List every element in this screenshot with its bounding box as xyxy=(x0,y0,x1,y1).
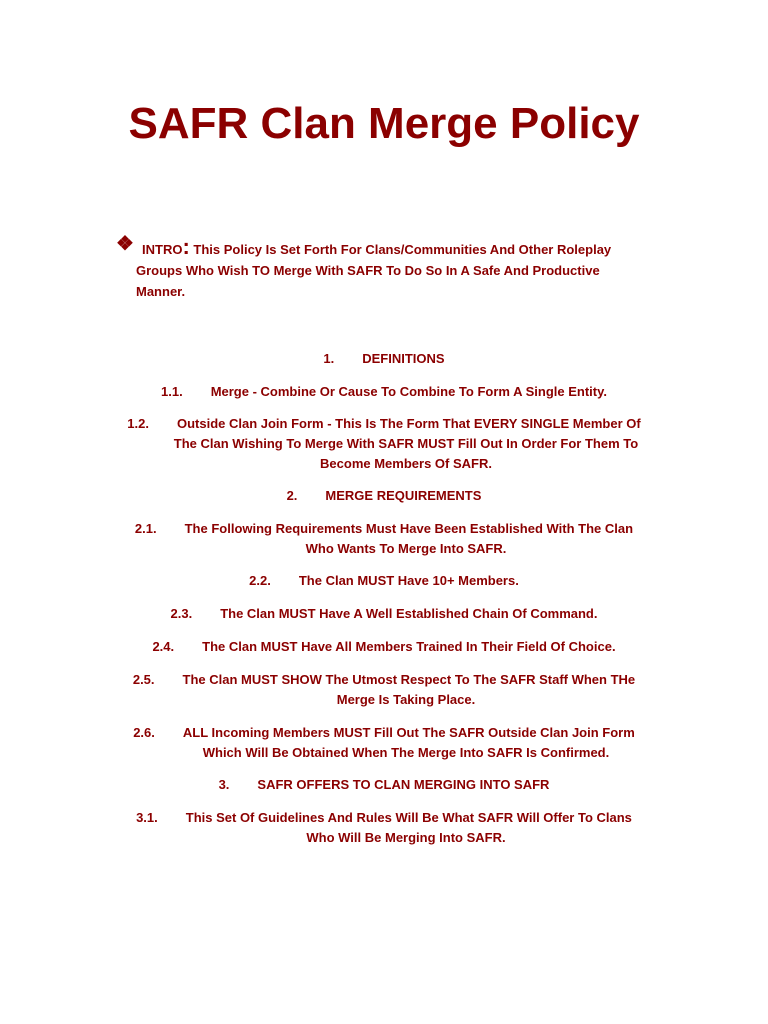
item-number: 2.1. xyxy=(134,521,157,536)
item-number: 1. xyxy=(323,351,335,366)
intro-text-line: This Policy Is Set Forth For Clans/Communities And Other Roleplay xyxy=(193,242,612,257)
item-number: 2.4. xyxy=(152,639,175,654)
item-text: This Set Of Guidelines And Rules Will Be What SAFR Will Offer To Clans xyxy=(185,810,632,825)
list-item xyxy=(0,414,768,474)
item-text: ALL Incoming Members MUST Fill Out The SAFR Outside Clan Join Form xyxy=(182,725,635,740)
item-text: The Clan MUST SHOW The Utmost Respect To The SAFR Staff When THe xyxy=(182,672,636,687)
item-text: The Clan Wishing To Merge With SAFR MUST Fill Out In Order For Them To xyxy=(173,436,639,451)
item-number: 2.3. xyxy=(170,606,193,621)
item-text: Merge - Combine Or Cause To Combine To Form A Single Entity. xyxy=(210,384,607,399)
item-number: 3. xyxy=(218,777,230,792)
section-heading-definitions xyxy=(0,349,768,369)
item-number: 3.1. xyxy=(136,810,158,825)
item-text: The Following Requirements Must Have Been Established With The Clan xyxy=(184,521,634,536)
item-text: Which Will Be Obtained When The Merge Into SAFR Is Confirmed. xyxy=(202,745,610,760)
item-number: 2. xyxy=(286,488,298,503)
list-item xyxy=(0,723,768,763)
list-item xyxy=(0,670,768,710)
item-text: Merge Is Taking Place. xyxy=(336,692,476,707)
section-heading-merge-requirements xyxy=(0,486,768,506)
intro-colon: : xyxy=(182,234,190,259)
list-item xyxy=(0,604,768,624)
item-number: 1.1. xyxy=(161,384,183,399)
list-item xyxy=(0,519,768,559)
item-number: 1.2. xyxy=(127,416,149,431)
item-text: MERGE REQUIREMENTS xyxy=(325,488,482,503)
item-number: 2.5. xyxy=(132,672,155,687)
list-item xyxy=(0,808,768,848)
intro-label: INTRO xyxy=(142,242,183,257)
item-text: The Clan MUST Have All Members Trained In Their Field Of Choice. xyxy=(202,639,616,654)
list-item xyxy=(0,637,768,657)
intro-text-line: Manner. xyxy=(136,284,186,299)
item-text: Become Members Of SAFR. xyxy=(320,456,492,471)
item-text: DEFINITIONS xyxy=(362,351,445,366)
item-text: The Clan MUST Have 10+ Members. xyxy=(298,573,519,588)
list-item xyxy=(0,382,768,402)
item-text: Who Will Be Merging Into SAFR. xyxy=(306,830,506,845)
item-text: Who Wants To Merge Into SAFR. xyxy=(305,541,507,556)
section-heading-safr-offers xyxy=(0,775,768,795)
page-title: SAFR Clan Merge Policy xyxy=(128,99,640,148)
intro-text-line: Groups Who Wish TO Merge With SAFR To Do So In A Safe And Productive xyxy=(136,263,600,278)
item-text: The Clan MUST Have A Well Established Chain Of Command. xyxy=(220,606,598,621)
list-item xyxy=(0,571,768,591)
item-text: SAFR OFFERS TO CLAN MERGING INTO SAFR xyxy=(257,777,550,792)
intro-paragraph xyxy=(116,233,676,302)
item-number: 2.6. xyxy=(133,725,155,740)
diamond-bullet-icon: ❖ xyxy=(116,233,134,255)
item-text: Outside Clan Join Form - This Is The Form That EVERY SINGLE Member Of xyxy=(176,416,641,431)
item-number: 2.2. xyxy=(249,573,271,588)
